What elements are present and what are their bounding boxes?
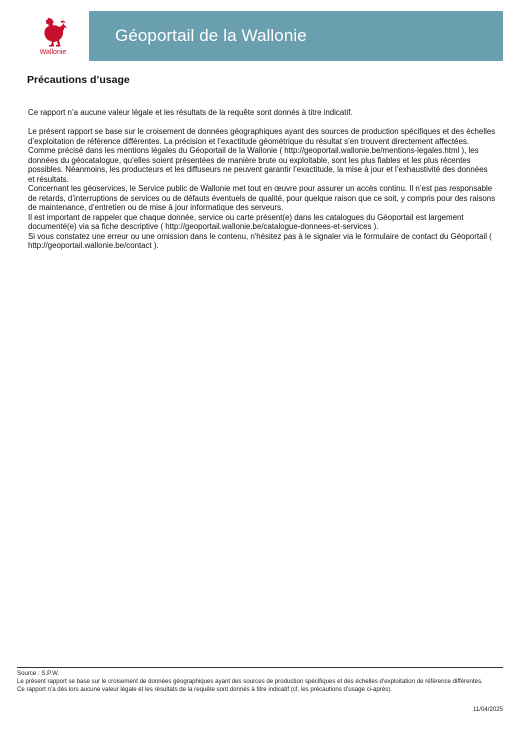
footer-disclaimer: Ce rapport n’a dès lors aucune valeur légale et les résultats de la requête sont donnés à titre indicatif (cf. les précautions d’usage ci-après). [17,686,392,693]
content-paragraph: Concernant les géoservices, le Service public de Wallonie met tout en œuvre pour assurer un accès continu. Il n’est pas responsable de retards, d’interruptions de services ou de défauts éventuels de qualité, pour quelque raison que ce soit, y compris pour des raisons de maintenance, d’entretien ou de mise à jour informatique des serveurs. [28,184,496,212]
content-paragraph: Si vous constatez une erreur ou une omission dans le contenu, n'hésitez pas à le signaler via le formulaire de contact du Géoportail ( http://geoportail.wallonie.be/contact ). [28,231,492,250]
content-paragraph: Ce rapport n’a aucune valeur légale et les résultats de la requête sont donnés à titre indicatif. [28,108,353,117]
logo-text: Wallonie [39,49,67,56]
footer-divider [17,667,503,668]
footer-date: 11/04/2025 [472,706,503,713]
paragraph-spacer [28,118,496,128]
content-paragraph: Il est important de rappeler que chaque donnée, service ou carte présent(e) dans les catalogues du Géoportail est largement documenté(e) via sa fiche descriptive ( http://geoportail.wallonie.be/catalogue-donnees-et-services ). [28,212,464,231]
content-paragraph: Comme précisé dans les mentions légales du Géoportail de la Wallonie ( http://geoportail.wallonie.be/mentions-legales.html ), les données du géocatalogue, qu’elles soient présentées de manière brute ou exploitable, sont les plus fiables et les plus récentes possibles. Néanmoins, les producteurs et les diffuseurs ne peuvent garantir l’exactitude, la mise à jour et l’exhaustivité des données et résultats. [28,146,488,184]
content-paragraph: Le présent rapport se base sur le croisement de données géographiques ayant des sources de production spécifiques et des échelles d’exploitation de référence différentes. La précision et l’exactitude géométrique du résultat s’en trouvent directement affectées. [28,127,496,146]
precautions-content [28,108,496,251]
wallonia-rooster-icon [38,15,68,49]
footer-note: Le présent rapport se base sur le croisement de données géographiques ayant des sources de production spécifiques et des échelles d’exploitation de référence différentes. [17,678,483,685]
page-title: Géoportail de la Wallonie [115,26,307,45]
page-header [17,11,503,61]
section-title: Précautions d’usage [27,74,130,86]
page-footer [17,670,503,694]
footer-source: Source : S.P.W. [17,670,60,677]
wallonie-logo [17,11,89,61]
